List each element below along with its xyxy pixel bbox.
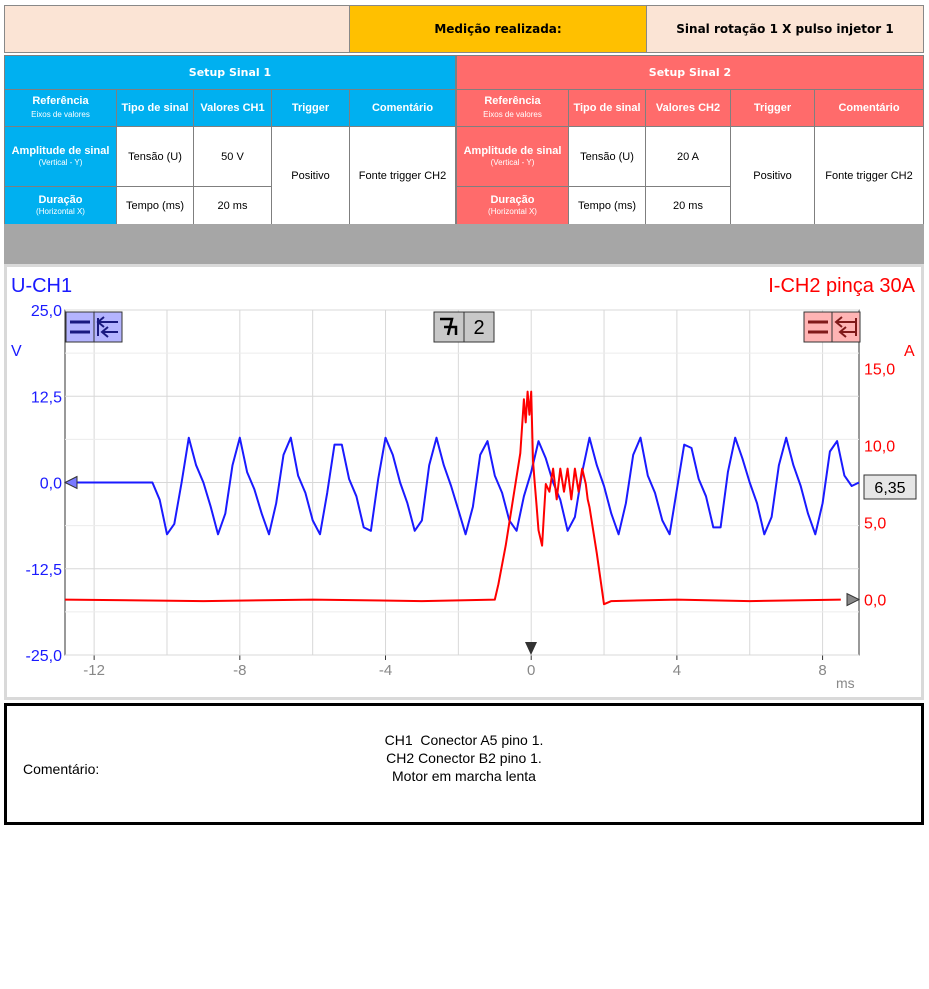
setup-1-row-amplitude	[5, 127, 117, 187]
setup-2-amp-label: Amplitude de sinal	[463, 144, 562, 157]
comment-section	[4, 703, 924, 825]
setup-2-amp-valor: 20 A	[646, 127, 731, 187]
trigger-indicator[interactable]	[434, 312, 494, 342]
setup-2-col-comentario: Comentário	[815, 90, 924, 127]
ch2-unit-label: A	[904, 343, 915, 360]
y-left-tick-label: -25,0	[25, 648, 62, 665]
x-tick-label: 8	[818, 662, 827, 679]
y-left-tick-label: 25,0	[30, 303, 62, 320]
setup-1-col-referencia-label: Referência	[32, 95, 89, 107]
setup-2-col-referencia	[457, 90, 569, 127]
setup-1-col-referencia	[5, 90, 117, 127]
setup-1-comentario: Fonte trigger CH2	[350, 127, 456, 225]
x-tick-label: -8	[233, 662, 247, 679]
setup-2-col-referencia-label: Referência	[484, 95, 541, 107]
x-tick-label: -12	[83, 662, 105, 679]
setup-1-dur-valor: 20 ms	[194, 187, 272, 225]
setup-signal-2-table	[456, 55, 924, 223]
setup-2-comentario: Fonte trigger CH2	[815, 127, 924, 225]
ch1-title: U-CH1	[11, 275, 73, 297]
x-unit-label: ms	[836, 675, 855, 691]
cursor-value: 6,35	[874, 480, 906, 497]
setup-2-col-valores: Valores CH2	[646, 90, 731, 127]
y-left-tick-label: -12,5	[25, 561, 62, 579]
setup-2-row-amplitude	[457, 127, 569, 187]
ch1-unit-label: V	[11, 343, 22, 360]
setup-1-row-duracao	[5, 187, 117, 225]
ch1-scale-button[interactable]	[66, 312, 122, 342]
setup-1-amp-sub: (Vertical - Y)	[38, 157, 83, 167]
ch2-title: I-CH2 pinça 30A	[768, 275, 915, 297]
setup-1-amp-valor: 50 V	[194, 127, 272, 187]
setup-1-title: Setup Sinal 1	[5, 56, 456, 90]
setup-2-amp-tipo: Tensão (U)	[569, 127, 646, 187]
setup-2-col-tipo: Tipo de sinal	[569, 90, 646, 127]
setup-2-title: Setup Sinal 2	[457, 56, 924, 90]
setup-2-dur-sub: (Horizontal X)	[488, 206, 537, 216]
setup-1-col-referencia-sub: Eixos de valores	[31, 110, 90, 119]
setup-1-col-valores: Valores CH1	[194, 90, 272, 127]
setup-2-dur-tipo: Tempo (ms)	[569, 187, 646, 225]
header-blank-cell	[5, 6, 350, 52]
setup-2-row-duracao	[457, 187, 569, 225]
separator-band	[4, 224, 924, 264]
y-right-tick-label: 15,0	[864, 361, 896, 379]
measurement-value: Sinal rotação 1 X pulso injetor 1	[647, 6, 923, 52]
setup-2-trigger: Positivo	[731, 127, 815, 225]
y-left-tick-label: 0,0	[39, 475, 62, 493]
comment-line-3: Motor em marcha lenta	[392, 768, 536, 784]
setup-1-col-trigger: Trigger	[272, 90, 350, 127]
oscilloscope-panel	[4, 264, 924, 700]
setup-1-col-comentario: Comentário	[350, 90, 456, 127]
y-right-tick-label: 10,0	[864, 438, 896, 456]
comment-line-2: CH2 Conector B2 pino 1.	[386, 750, 542, 766]
comment-label: Comentário:	[23, 761, 100, 777]
setup-1-trigger: Positivo	[272, 127, 350, 225]
y-right-tick-label: 0,0	[864, 592, 887, 610]
x-tick-label: 0	[527, 662, 536, 679]
setup-2-col-trigger: Trigger	[731, 90, 815, 127]
setup-1-amp-label: Amplitude de sinal	[11, 144, 110, 157]
setup-1-dur-sub: (Horizontal X)	[36, 206, 85, 216]
oscilloscope-chart	[7, 267, 921, 697]
setup-1-dur-tipo: Tempo (ms)	[117, 187, 194, 225]
setup-2-dur-valor: 20 ms	[646, 187, 731, 225]
setup-2-dur-label: Duração	[490, 193, 535, 206]
x-tick-label: 4	[672, 662, 682, 679]
setup-signal-1-table	[4, 55, 456, 223]
comment-line-1: CH1 Conector A5 pino 1.	[384, 732, 544, 748]
setup-1-amp-tipo: Tensão (U)	[117, 127, 194, 187]
ch2-scale-button[interactable]	[804, 312, 860, 342]
y-left-tick-label: 12,5	[30, 389, 62, 407]
setup-1-dur-label: Duração	[38, 193, 83, 206]
setup-2-amp-sub: (Vertical - Y)	[490, 157, 535, 167]
y-right-tick-label: 5,0	[864, 515, 887, 533]
trigger-channel-label: 2	[473, 317, 485, 339]
x-tick-label: -4	[378, 662, 393, 679]
comment-text	[7, 731, 921, 785]
setup-1-col-tipo: Tipo de sinal	[117, 90, 194, 127]
cursor-value-box[interactable]	[864, 475, 916, 499]
setup-2-col-referencia-sub: Eixos de valores	[483, 110, 542, 119]
measurement-label: Medição realizada:	[350, 6, 647, 52]
measurement-header	[4, 5, 924, 53]
